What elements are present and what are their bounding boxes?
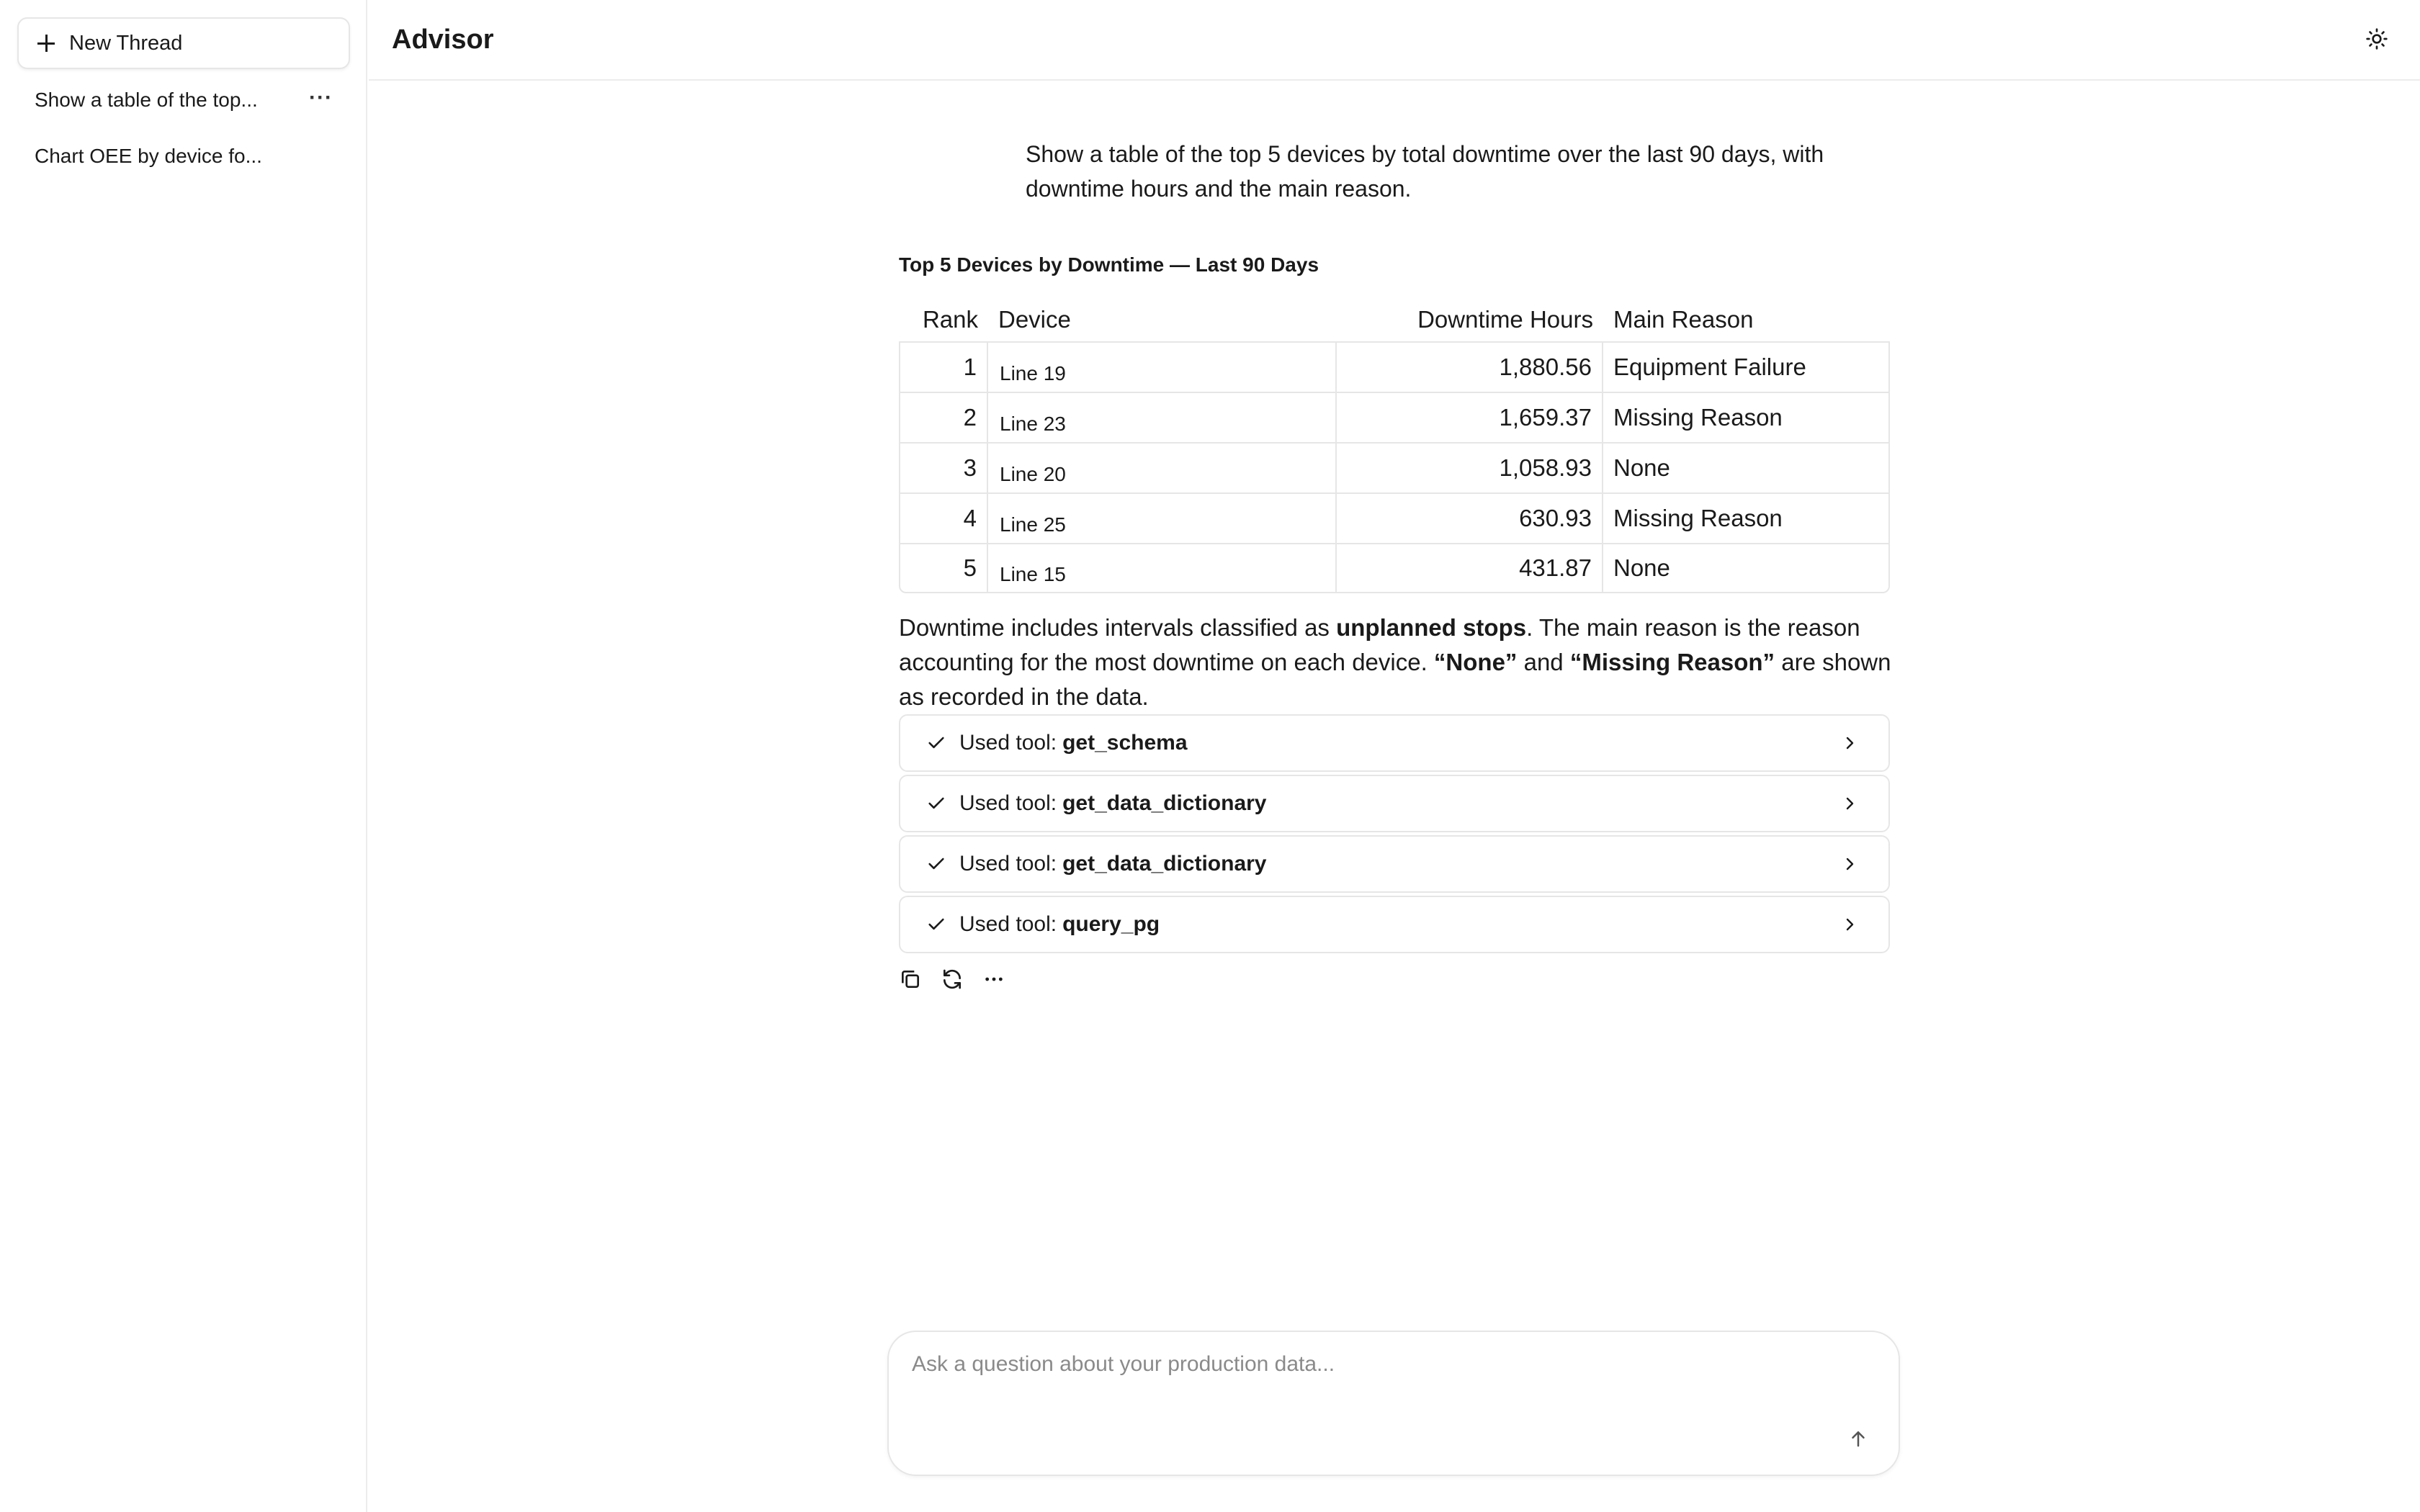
reason-cell: Equipment Failure <box>1603 341 1890 392</box>
chevron-right-icon <box>1841 734 1858 752</box>
hours-cell: 1,058.93 <box>1337 442 1603 492</box>
hours-cell: 1,880.56 <box>1337 341 1603 392</box>
tool-prefix: Used tool: <box>959 852 1057 876</box>
reason-cell: None <box>1603 543 1890 593</box>
device-cell: Line 23 <box>988 392 1337 442</box>
page-title: Advisor <box>392 24 494 55</box>
check-icon <box>926 854 946 874</box>
tool-call-row[interactable] <box>899 835 1890 893</box>
more-horizontal-icon[interactable]: ··· <box>309 86 333 109</box>
rank-cell: 2 <box>899 392 988 442</box>
message-actions <box>897 966 1007 992</box>
plus-icon <box>37 35 55 52</box>
tool-name: get_data_dictionary <box>1062 852 1267 876</box>
reason-cell: Missing Reason <box>1603 392 1890 442</box>
copy-button[interactable] <box>897 966 923 992</box>
table-row <box>899 442 1890 492</box>
table-row <box>899 492 1890 543</box>
question-input[interactable] <box>912 1352 1848 1395</box>
hours-cell: 431.87 <box>1337 543 1603 593</box>
copy-icon <box>899 968 922 991</box>
new-thread-button[interactable] <box>17 17 350 69</box>
message-composer <box>887 1331 1900 1476</box>
check-icon <box>926 793 946 814</box>
downtime-table <box>899 298 1890 593</box>
reason-cell: Missing Reason <box>1603 492 1890 543</box>
explanation-text: Downtime includes intervals classified as <box>899 614 1337 641</box>
sidebar <box>0 0 367 1512</box>
tool-call-row[interactable] <box>899 896 1890 953</box>
more-horizontal-icon <box>982 968 1005 991</box>
explanation-text: and <box>1517 649 1570 675</box>
thread-title: Chart OEE by device fo... <box>35 145 262 167</box>
sidebar-thread-item[interactable] <box>17 75 350 125</box>
device-cell: Line 15 <box>988 543 1337 593</box>
top-header <box>369 0 2420 81</box>
explanation-text: are shown as recorded in the data. <box>899 649 1891 710</box>
more-actions-button[interactable] <box>981 966 1007 992</box>
refresh-icon <box>941 968 964 991</box>
send-button[interactable] <box>1844 1424 1873 1453</box>
column-header-downtime-hours: Downtime Hours <box>1417 306 1593 333</box>
regenerate-button[interactable] <box>939 966 965 992</box>
tool-call-row[interactable] <box>899 775 1890 832</box>
tool-prefix: Used tool: <box>959 791 1057 815</box>
chevron-right-icon <box>1841 795 1858 812</box>
reason-cell: None <box>1603 442 1890 492</box>
new-thread-label: New Thread <box>69 31 183 55</box>
check-icon <box>926 914 946 935</box>
column-header-rank: Rank <box>922 306 978 333</box>
rank-cell: 1 <box>899 341 988 392</box>
arrow-up-icon <box>1847 1428 1869 1449</box>
device-cell: Line 20 <box>988 442 1337 492</box>
theme-toggle-button[interactable] <box>2365 27 2388 50</box>
column-header-device: Device <box>998 306 1071 333</box>
explanation-bold: unplanned stops <box>1336 614 1527 641</box>
rank-cell: 4 <box>899 492 988 543</box>
sidebar-thread-item[interactable] <box>17 131 350 181</box>
tool-name: get_schema <box>1062 731 1188 755</box>
tool-prefix: Used tool: <box>959 912 1057 936</box>
tool-prefix: Used tool: <box>959 731 1057 755</box>
user-message: Show a table of the top 5 devices by total downtime over the last 90 days, with downtime hours and the main reason. <box>1026 141 1824 202</box>
table-row <box>899 341 1890 392</box>
column-header-main-reason: Main Reason <box>1613 306 1754 333</box>
thread-title: Show a table of the top... <box>35 89 258 111</box>
sun-icon <box>2365 27 2388 50</box>
tool-call-row[interactable] <box>899 714 1890 772</box>
hours-cell: 1,659.37 <box>1337 392 1603 442</box>
check-icon <box>926 733 946 753</box>
table-title: Top 5 Devices by Downtime — Last 90 Days <box>899 253 1319 276</box>
table-header-row <box>899 298 1890 341</box>
rank-cell: 5 <box>899 543 988 593</box>
device-cell: Line 25 <box>988 492 1337 543</box>
device-cell: Line 19 <box>988 341 1337 392</box>
rank-cell: 3 <box>899 442 988 492</box>
explanation-bold: “Missing Reason” <box>1569 649 1775 675</box>
assistant-explanation <box>899 611 1893 714</box>
explanation-text: . The main reason is the reason accounting for the most downtime on each device. <box>899 614 1860 675</box>
table-row <box>899 543 1890 593</box>
table-row <box>899 392 1890 442</box>
explanation-bold: “None” <box>1433 649 1518 675</box>
chevron-right-icon <box>1841 855 1858 873</box>
tool-name: get_data_dictionary <box>1062 791 1267 815</box>
hours-cell: 630.93 <box>1337 492 1603 543</box>
tool-name: query_pg <box>1062 912 1160 936</box>
chevron-right-icon <box>1841 916 1858 933</box>
